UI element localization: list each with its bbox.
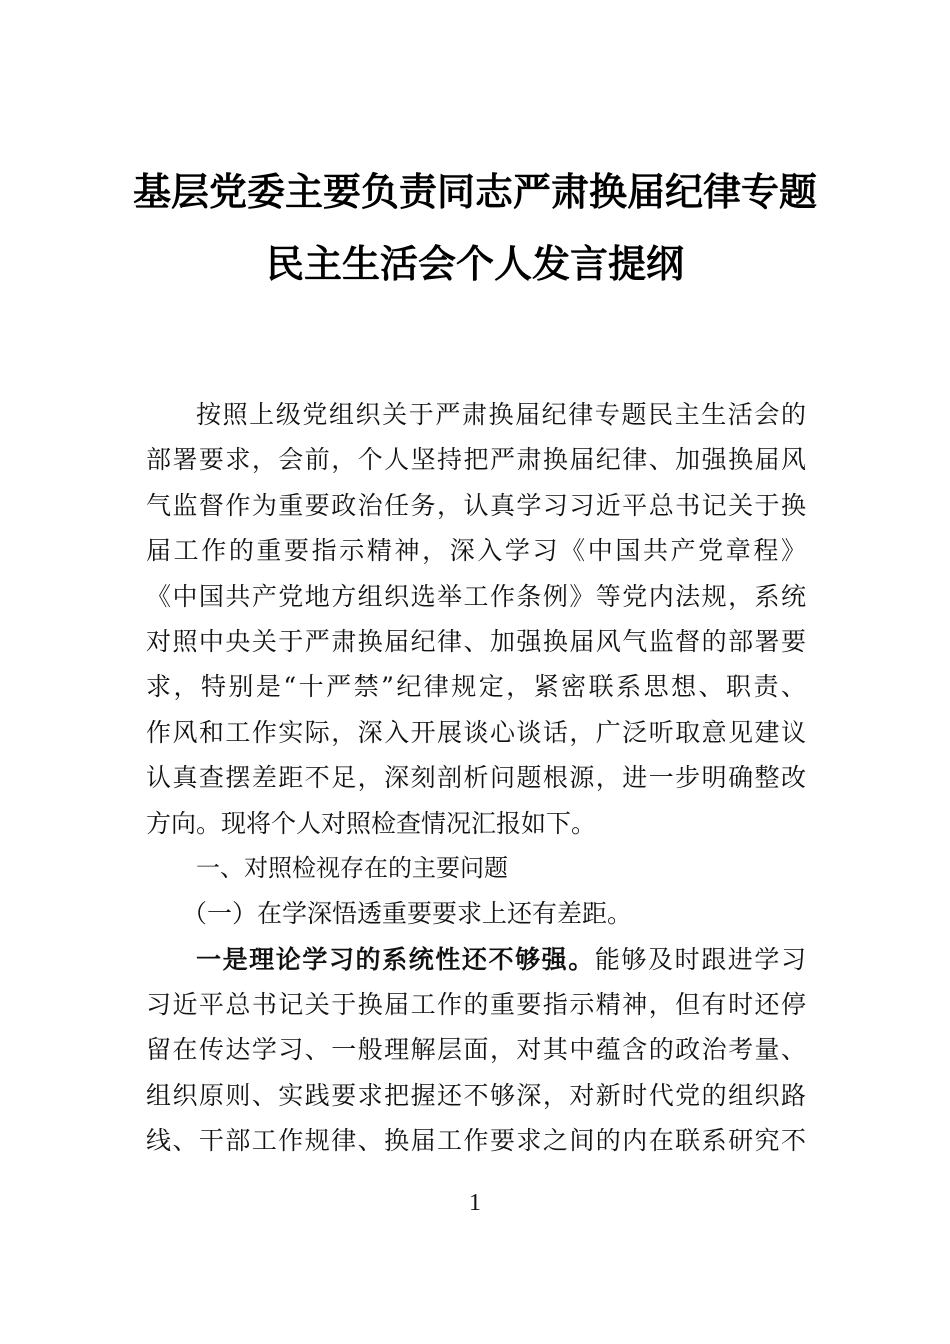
document-title-line-1: 基层党委主要负责同志严肃换届纪律专题 [132,170,817,214]
point-line [146,937,806,982]
subsection-heading: （一）在学深悟透重要要求上还有差距。 [182,899,633,929]
paragraph-line: 对照中央关于严肃换届纪律、加强换届风气监督的部署要 [146,626,806,656]
paragraph-line: 部署要求，会前，个人坚持把严肃换届纪律、加强换届风 [146,445,806,475]
section-heading: 一、对照检视存在的主要问题 [196,853,508,882]
paragraph-line: 方向。现将个人对照检查情况汇报如下。 [146,808,597,838]
paragraph-line: 作风和工作实际，深入开展谈心谈话，广泛听取意见建议 [146,717,806,747]
paragraph-line: 《中国共产党地方组织选举工作条例》等党内法规，系统 [146,581,806,611]
point-text: 能够及时跟进学习 [594,944,806,974]
paragraph-line: 组织原则、实践要求把握还不够深，对新时代党的组织路 [146,1080,806,1110]
document-body [146,392,806,1164]
paragraph-line: 届工作的重要指示精神，深入学习《中国共产党章程》 [146,536,806,566]
paragraph-line: 习近平总书记关于换届工作的重要指示精神，但有时还停 [146,990,806,1020]
paragraph-line: 线、干部工作规律、换届工作要求之间的内在联系研究不 [146,1126,806,1156]
paragraph-line: 留在传达学习、一般理解层面，对其中蕴含的政治考量、 [146,1035,806,1065]
page-number: 1 [469,1190,481,1216]
paragraph-line: 求，特别是“十严禁”纪律规定，紧密联系思想、职责、 [146,672,806,702]
paragraph-line: 气监督作为重要政治任务，认真学习习近平总书记关于换 [146,490,806,520]
point-lead: 一是理论学习的系统性还不够强。 [196,944,595,974]
document-title-line-2: 民主生活会个人发言提纲 [265,242,684,286]
paragraph-line: 按照上级党组织关于严肃换届纪律专题民主生活会的 [196,400,806,429]
paragraph-line: 认真查摆差距不足，深刻剖析问题根源，进一步明确整改 [146,763,806,793]
